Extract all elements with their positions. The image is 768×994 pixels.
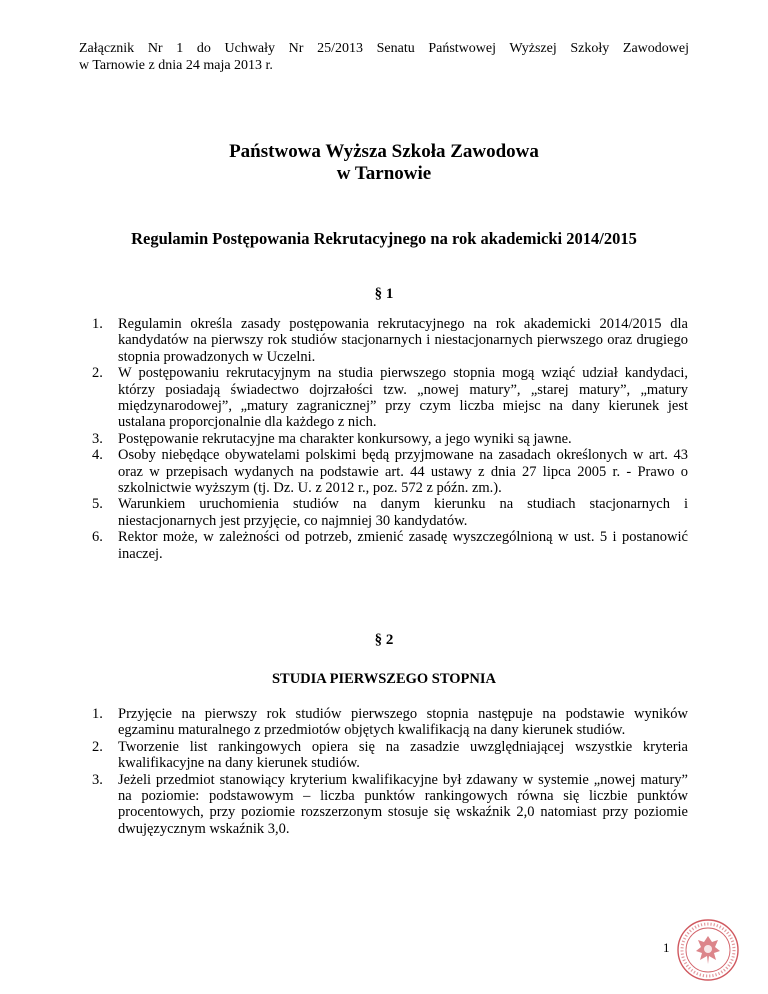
item-number: 1. <box>92 316 103 332</box>
list-item <box>92 529 688 562</box>
section-2-list <box>92 706 688 837</box>
regulation-title: Regulamin Postępowania Rekrutacyjnego na rok akademicki 2014/2015 <box>131 229 637 248</box>
item-text: Regulamin określa zasady postępowania rekrutacyjnego na rok akademicki 2014/2015 dla kandydatów na pierwszy rok studiów stacjonarnych i niestacjonarnych pierwszego oraz drugiego stopnia prowadzonych w Uczelni. <box>118 316 688 365</box>
header-line-1: Załącznik Nr 1 do Uchwały Nr 25/2013 Senatu Państwowej Wyższej Szkoły Zawodowej <box>79 41 689 56</box>
item-number: 2. <box>92 738 103 755</box>
item-number: 5. <box>92 496 103 513</box>
item-text: W postępowaniu rekrutacyjnym na studia pierwszego stopnia mogą wziąć udział kandydaci, którzy posiadają świadectwo dojrzałości tzw. „nowej matury”, „starej matury”, „matury międzynarodowej”, „matury zagranicznej” przy czym liczba miejsc na dany kierunek jest ustalana proporcjonalnie dla każdego z nich. <box>118 365 688 431</box>
item-text: Rektor może, w zależności od potrzeb, zmienić zasadę wyszczególnioną w ust. 5 i postanowić inaczej. <box>118 529 688 562</box>
page-number: 1 <box>663 940 670 955</box>
header-line-2: w Tarnowie z dnia 24 maja 2013 r. <box>79 58 273 73</box>
section-2-subheading: STUDIA PIERWSZEGO STOPNIA <box>271 671 497 687</box>
item-number: 1. <box>92 706 103 722</box>
item-text: Postępowanie rekrutacyjne ma charakter konkursowy, a jego wyniki są jawne. <box>118 430 572 447</box>
list-item <box>92 706 688 739</box>
section-1-heading: § 1 <box>374 286 394 302</box>
list-item <box>92 447 688 497</box>
list-item <box>92 365 688 431</box>
list-item <box>92 771 688 838</box>
institution-title-line-2: w Tarnowie <box>336 163 432 184</box>
list-item <box>92 316 688 365</box>
list-item <box>92 430 688 447</box>
item-text: Jeżeli przedmiot stanowiący kryterium kwalifikacyjne był zdawany w systemie „nowej matury” na poziomie: podstawowym – liczba punktów rankingowych równa się liczbie punktów procentowych, przy poziomie rozszerzonym stosuje się wskaźnik 2,0 natomiast przy poziomie dwujęzycznym wskaźnik 3,0. <box>118 771 688 837</box>
item-number: 6. <box>92 529 103 546</box>
section-2-heading: § 2 <box>374 632 394 648</box>
item-number: 3. <box>92 430 103 447</box>
item-text: Osoby niebędące obywatelami polskimi będą przyjmowane na zasadach określonych w art. 43 oraz w przepisach wydanych na podstawie art. 44 ustawy z dnia 27 lipca 2005 r. - Prawo o szkolnictwie wyższym (tj. Dz. U. z 2012 r., poz. 572 z późn. zm.). <box>118 447 688 497</box>
section-1-list <box>92 316 688 562</box>
institution-title-line-1: Państwowa Wyższa Szkoła Zawodowa <box>229 141 539 162</box>
item-text: Warunkiem uruchomienia studiów na danym kierunku na studiach stacjonarnych i niestacjonarnych jest przyjęcie, co najmniej 30 kandydatów. <box>118 496 688 529</box>
item-number: 4. <box>92 447 103 464</box>
list-item <box>92 738 688 772</box>
item-text: Przyjęcie na pierwszy rok studiów pierwszego stopnia następuje na podstawie wyników egzaminu maturalnego z przedmiotów objętych kwalifikacją na dany kierunek studiów. <box>118 706 688 739</box>
item-text: Tworzenie list rankingowych opiera się na zasadzie uwzględniającej wszystkie kryteria kwalifikacyjne na dany kierunek studiów. <box>118 738 688 772</box>
item-number: 3. <box>92 771 103 788</box>
university-seal-icon <box>676 918 740 982</box>
list-item <box>92 496 688 529</box>
item-number: 2. <box>92 365 103 382</box>
document-header <box>79 40 689 74</box>
